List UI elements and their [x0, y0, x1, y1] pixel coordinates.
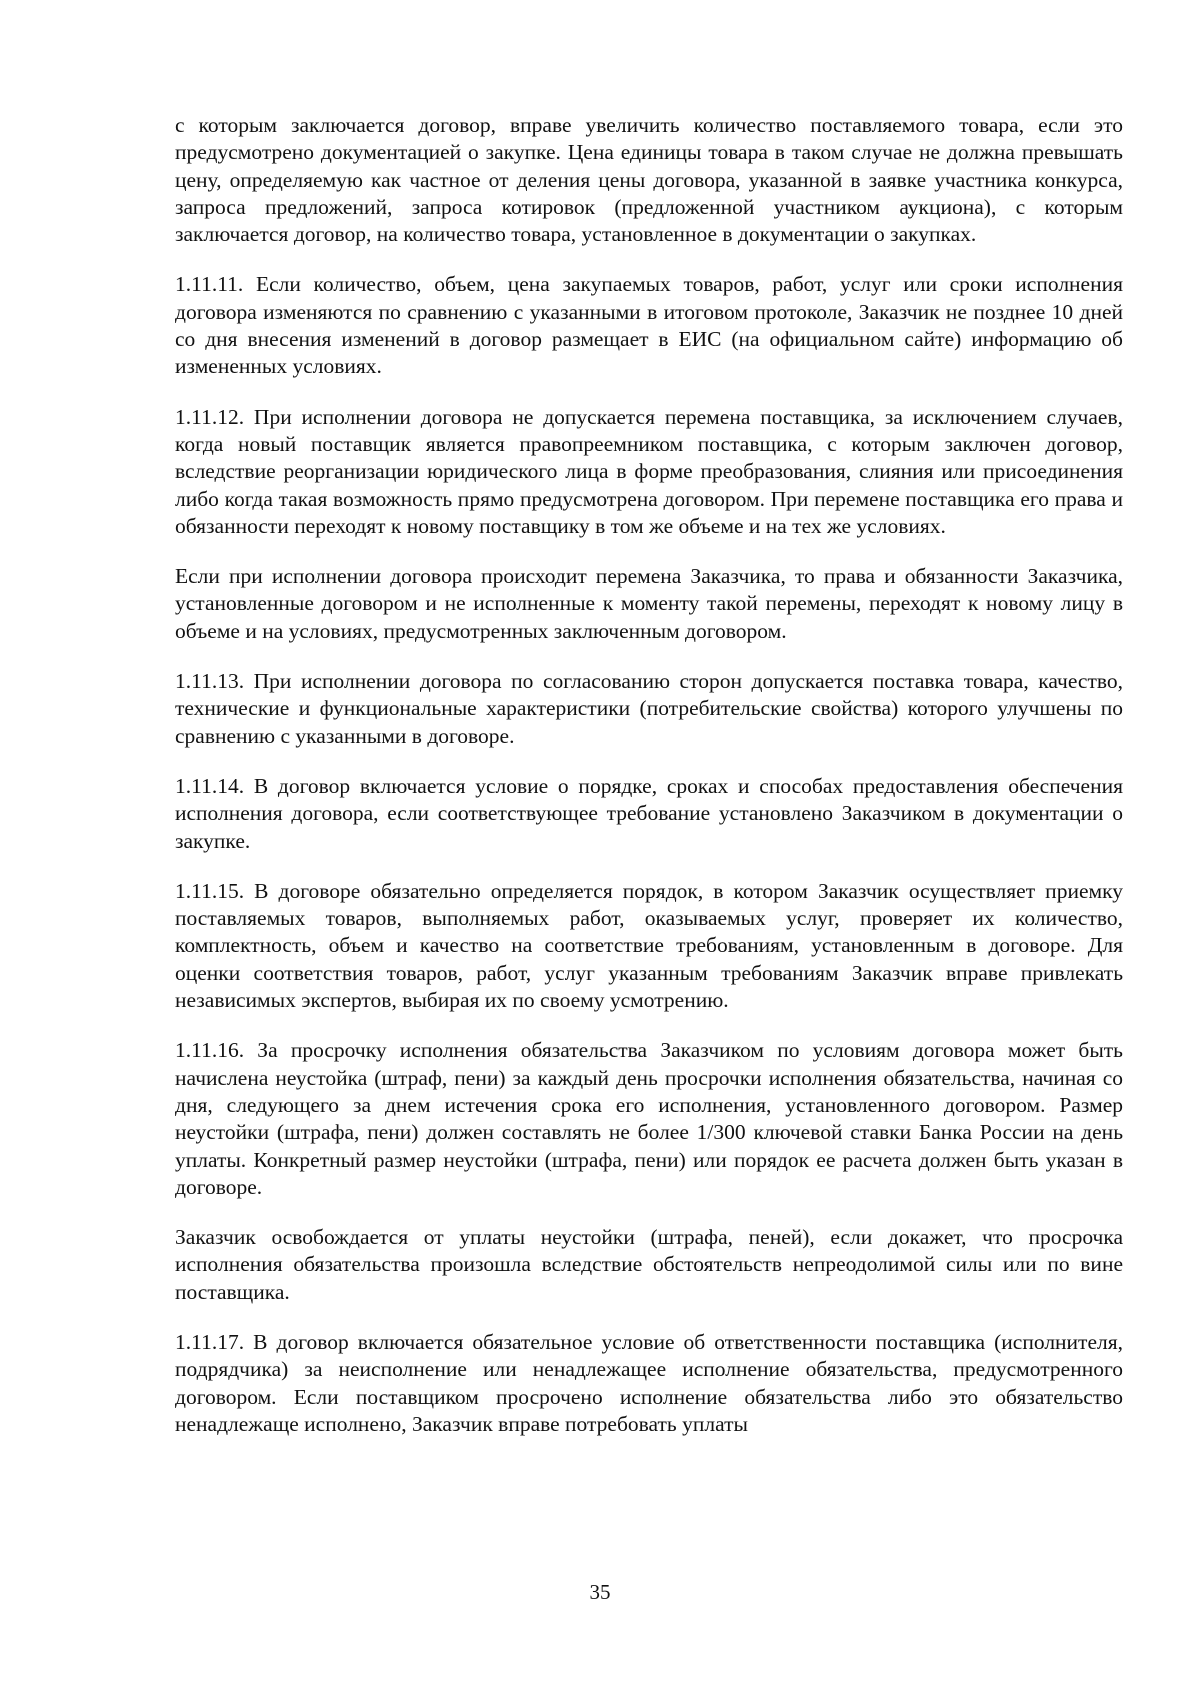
paragraph-1-11-14: 1.11.14. В договор включается условие о порядке, сроках и способах предоставления обеспечения исполнения договора, если соответствующее требование установлено Заказчиком в документации о закупке. [175, 773, 1123, 853]
paragraph-penalty-exemption: Заказчик освобождается от уплаты неустойки (штрафа, пеней), если докажет, что просрочка исполнения обязательства произошла вследствие обстоятельств непреодолимой силы или по вине поставщика. [175, 1225, 1123, 1304]
paragraph-1-11-13: 1.11.13. При исполнении договора по согласованию сторон допускается поставка товара, качество, технические и функциональные характеристики (потребительские свойства) которого улучшены по сравнению с указанными в договоре. [175, 669, 1123, 748]
paragraph-1-11-12: 1.11.12. При исполнении договора не допускается перемена поставщика, за исключением случаев, когда новый поставщик является правопреемником поставщика, с которым заключен договор, вследствие реорганизации юридического лица в форме преобразования, слияния или присоединения либо когда такая возможность прямо предусмотрена договором. При перемене поставщика его права и обязанности переходят к новому поставщику в том же объеме и на тех же условиях. [175, 404, 1123, 538]
page-number: 35 [589, 1580, 611, 1604]
paragraph-1-11-17: 1.11.17. В договор включается обязательное условие об ответственности поставщика (исполнителя, подрядчика) за неисполнение или ненадлежащее исполнение обязательства, предусмотренного договором. Если поставщиком просрочено исполнение обязательства либо это обязательство ненадлежаще исполнено, Заказчик вправе потребовать уплаты [175, 1329, 1123, 1436]
paragraph-continuation: с которым заключается договор, вправе увеличить количество поставляемого товара, если это предусмотрено документацией о закупке. Цена единицы товара в таком случае не должна превышать цену, определяемую как частное от деления цены договора, указанной в заявке участника конкурса, запроса предложений, запроса котировок (предложенной участником аукциона), с которым заключается договор, на количество товара, установленное в документации о закупках. [175, 113, 1123, 247]
paragraph-customer-change: Если при исполнении договора происходит перемена Заказчика, то права и обязанности Заказчика, установленные договором и не исполненные к моменту такой перемены, переходят к новому лицу в объеме и на условиях, предусмотренных заключенным договором. [175, 564, 1123, 643]
document-body [175, 112, 1123, 1461]
paragraph-1-11-15: 1.11.15. В договоре обязательно определяется порядок, в котором Заказчик осуществляет приемку поставляемых товаров, выполняемых работ, оказываемых услуг, проверяет их количество, комплектность, объем и качество на соответствие требованиям, установленным в договоре. Для оценки соответствия товаров, работ, услуг указанным требованиям Заказчик вправе привлекать независимых экспертов, выбирая их по своему усмотрению. [175, 878, 1123, 1013]
paragraph-1-11-16: 1.11.16. За просрочку исполнения обязательства Заказчиком по условиям договора может быть начислена неустойка (штраф, пени) за каждый день просрочки исполнения обязательства, начиная со дня, следующего за днем истечения срока его исполнения, установленного договором. Размер неустойки (штрафа, пени) должен составлять не более 1/300 ключевой ставки Банка России на день уплаты. Конкретный размер неустойки (штрафа, пени) или порядок ее расчета должен быть указан в договоре. [175, 1038, 1123, 1199]
paragraph-1-11-11: 1.11.11. Если количество, объем, цена закупаемых товаров, работ, услуг или сроки исполнения договора изменяются по сравнению с указанными в итоговом протоколе, Заказчик не позднее 10 дней со дня внесения изменений в договор размещает в ЕИС (на официальном сайте) информацию об измененных условиях. [175, 272, 1123, 379]
